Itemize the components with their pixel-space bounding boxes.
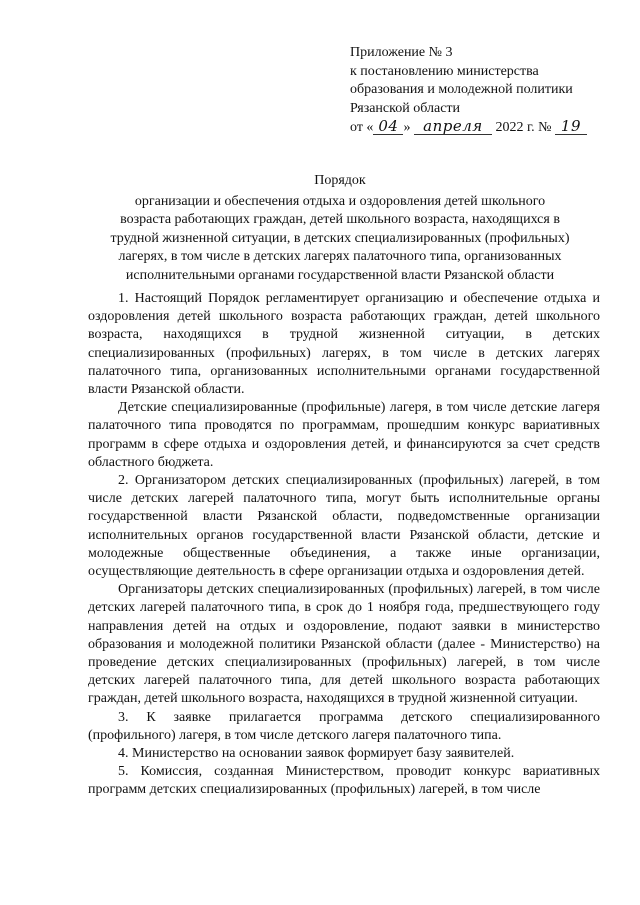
document-body [88,290,600,800]
document-title [80,172,600,285]
paragraph: 3. К заявке прилагается программа детского специализированного (профильного) лагеря, в том числе детского лагеря палаточного типа. [88,709,600,743]
annex-date-line [350,118,620,138]
annex-line-2: к постановлению министерства [350,63,539,79]
paragraph: 2. Организатором детских специализированных (профильных) лагерей, в том числе детских лагерей палаточного типа, могут быть исполнительные органы государственной власти Рязанской области, подведомственные организации исполнительных органов государственной власти Рязанской области, детские и молодежные общественные объединения, а также иные организации, осуществляющие деятельность в сфере организации отдыха и оздоровления детей. [88,473,600,580]
date-year: 2022 г. № [495,120,552,135]
title-word: Порядок [314,173,366,188]
paragraph: 5. Комиссия, созданная Министерством, проводит конкурс вариативных программ детских специализированных (профильных) лагерей, в том числе [88,764,600,798]
paragraph: 4. Министерство на основании заявок формирует базу заявителей. [118,746,515,762]
annex-line-4: Рязанской области [350,100,461,116]
title-line: исполнительными органами государственной власти Рязанской области [125,267,555,283]
date-day-handwritten: 04 [373,118,403,135]
paragraph: Детские специализированные (профильные) лагеря, в том числе детские лагеря палаточного типа проводятся по программам, прошедшим конкурс вариативных программ в сфере отдыха и оздоровления детей, и финансируются за счет средств областного бюджета. [88,400,600,470]
title-line: организации и обеспечения отдыха и оздоровления детей школьного [134,193,546,209]
annex-header [350,44,620,138]
annex-line-3: образования и молодежной политики [350,82,573,97]
paragraph: 1. Настоящий Порядок регламентирует организацию и обеспечение отдыха и оздоровления детей школьного возраста работающих граждан, детей школьного возраста, находящихся в трудной жизненной ситуации, в детских специализированных (профильных) лагерях, в том числе в детских лагерях палаточного типа, организованных исполнительными органами государственной власти Рязанской области. [88,291,600,398]
date-prefix: от « [350,120,374,135]
title-line: возраста работающих граждан, детей школьного возраста, находящихся в [120,212,560,227]
paragraph: Организаторы детских специализированных (профильных) лагерей, в том числе детских лагерей палаточного типа, в срок до 1 ноября года, предшествующего году направления детей на отдых и оздоровление, подают заявки в министерство образования и молодежной политики Рязанской области (далее - Министерство) на проведение детских специализированных (профильных) лагерей, в том числе детских лагерей палаточного типа, для детей школьного возраста работающих граждан, детей школьного возраста, находящихся в трудной жизненной ситуации. [88,582,600,707]
title-line: лагерях, в том числе в детских лагерях палаточного типа, организованных [118,249,562,264]
date-quote-close: » [403,120,411,135]
date-month-handwritten: апреля [414,118,492,135]
title-line: трудной жизненной ситуации, в детских специализированных (профильных) [110,230,570,246]
doc-number-handwritten: 19 [555,118,587,135]
annex-number: Приложение № 3 [350,45,453,60]
